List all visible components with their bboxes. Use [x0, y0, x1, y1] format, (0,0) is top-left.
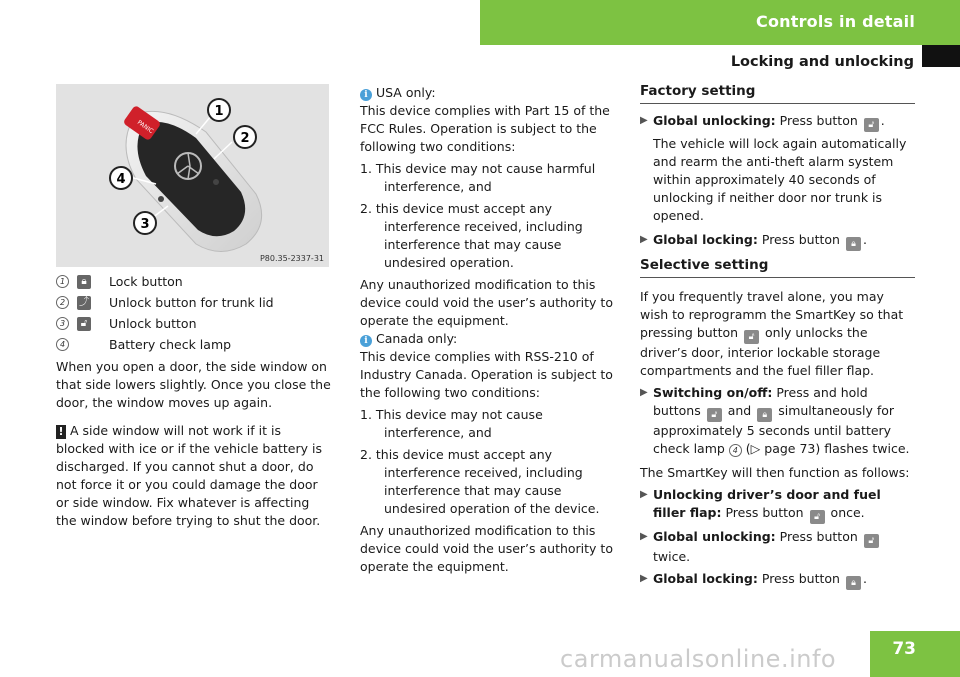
unlock-icon: 🔓︎: [864, 118, 879, 132]
selective-intro-a: If you frequently travel alone, you may wish to reprogramm the SmartKey so that pressing button: [640, 289, 904, 340]
canada-block: [360, 330, 622, 576]
info-icon: i: [360, 89, 372, 101]
switch-step: [640, 384, 915, 458]
info-icon: i: [360, 335, 372, 347]
watermark: carmanualsonline.info: [560, 645, 837, 673]
usa-block: [360, 84, 622, 330]
smartkey-illustration: [56, 84, 329, 267]
unlock-icon: 🔓︎: [744, 330, 759, 344]
subsection-title: Locking and unlocking: [730, 54, 914, 70]
step-label: Switching on/off:: [653, 385, 773, 400]
bullet-triangle-icon: ▶: [640, 234, 648, 245]
factory-heading: Factory setting: [640, 82, 915, 104]
warning-note: [56, 422, 331, 530]
legend-num: 1: [56, 275, 69, 288]
legend-item: [56, 313, 331, 334]
global-unlock-step: ▶ Global unlocking: Press button 🔓︎ . The vehicle will lock again automatically and rearm the anti-theft alarm system within approximately 40 seconds of unlocking if neither door nor trunk is opened.: [640, 112, 915, 225]
step-text: once.: [830, 505, 865, 520]
warning-text: A side window will not work if it is blocked with ice or if the vehicle battery is discharged. If you cannot shut a door, do not force it or you could damage the door or side window. Fix whatever is affecting the window before trying to shut the door.: [56, 423, 322, 528]
global-lock-step-2: ▶ Global locking: Press button 🔒︎ .: [640, 571, 867, 588]
bullet-triangle-icon: ▶: [640, 387, 648, 398]
warning-icon: !: [56, 425, 66, 439]
legend-text: Lock button: [109, 274, 183, 289]
global-unlock-desc: The vehicle will lock again automatically and rearm the anti-theft alarm system within approximately 40 seconds of unlocking if neither door nor trunk is opened.: [653, 136, 907, 223]
step-label: Global unlocking:: [653, 529, 776, 544]
unlock-icon: 🔓︎: [810, 510, 825, 524]
canada-title: Canada only:: [375, 331, 458, 346]
legend: [56, 271, 331, 355]
callout-2-label: 2: [240, 131, 250, 146]
legend-num: 2: [56, 296, 69, 309]
page-ref: (▷ page 73) flashes twice.: [745, 441, 910, 456]
step-text: Press and hold buttons: [653, 385, 868, 418]
callout-3-label: 3: [140, 217, 150, 232]
window-paragraph: When you open a door, the side window on that side lowers slightly. Once you close the door, the window moves up again.: [56, 359, 331, 410]
selective-intro: [640, 288, 915, 380]
step-text: and: [727, 403, 752, 418]
smartkey-photo: [56, 84, 329, 267]
canada-intro: This device complies with RSS-210 of Industry Canada. Operation is subject to the following two conditions:: [360, 349, 613, 400]
step-text: Press button: [779, 529, 858, 544]
unlock-icon: 🔓︎: [864, 534, 879, 548]
global-lock-step: ▶ Global locking: Press button 🔒︎ .: [640, 232, 867, 249]
step-text: Press button: [761, 571, 840, 586]
lock-icon: 🔒︎: [846, 237, 861, 251]
step-text: Press button: [725, 505, 804, 520]
step-text: Press button: [779, 113, 858, 128]
legend-text: Unlock button for trunk lid: [109, 295, 274, 310]
legend-item: [56, 271, 331, 292]
bullet-triangle-icon: ▶: [640, 573, 648, 584]
step-label: Global unlocking:: [653, 113, 776, 128]
canada-note: Any unauthorized modification to this device could void the user’s authority to operate the equipment.: [360, 523, 613, 574]
selective-section: [640, 256, 915, 590]
bullet-triangle-icon: ▶: [640, 489, 648, 500]
step-text: simultaneously for approximately 5 seconds until battery check lamp: [653, 403, 895, 456]
step-label: Global locking:: [653, 571, 758, 586]
page-number: 73: [892, 639, 916, 659]
global-unlock-step-2: [640, 528, 915, 566]
factory-section: [640, 82, 915, 251]
header-tab: [922, 45, 960, 67]
battery-lamp-ref: 4: [729, 444, 742, 457]
step-label: Global locking:: [653, 232, 758, 247]
lock-icon: 🔒︎: [757, 408, 772, 422]
list-item: 2. this device must accept any interference received, including interference that may cause undesired operation.: [360, 201, 583, 270]
legend-item: [56, 334, 331, 355]
lock-icon: 🔒︎: [846, 576, 861, 590]
bullet-triangle-icon: ▶: [640, 115, 648, 126]
section-title: Controls in detail: [756, 12, 915, 31]
selective-intro-b: only unlocks the driver’s door, interior lockable storage compartments and the fuel filler flap.: [640, 325, 881, 378]
callout-1-label: 1: [214, 104, 224, 119]
unlock-icon: 🔓︎: [77, 317, 91, 331]
usa-title: USA only:: [375, 85, 436, 100]
legend-text: Unlock button: [109, 316, 197, 331]
step-label: Unlocking driver’s door and fuel filler flap:: [653, 487, 881, 520]
list-item: 1. This device may not cause harmful interference, and: [360, 161, 596, 194]
step-text: Press button: [761, 232, 840, 247]
bullet-triangle-icon: ▶: [640, 531, 648, 542]
trunk-unlock-icon: ⤴: [79, 296, 89, 308]
legend-num: 3: [56, 317, 69, 330]
panic-label: PANIC: [135, 119, 155, 136]
driver-unlock-step: [640, 486, 915, 524]
lock-icon: 🔒︎: [77, 275, 91, 289]
legend-num: 4: [56, 338, 69, 351]
list-item: 2. this device must accept any interference received, including interference that may cause undesired operation of the device.: [360, 447, 600, 516]
function-intro: The SmartKey will then function as follows:: [640, 465, 910, 480]
callout-4-label: 4: [116, 172, 126, 187]
list-item: 1. This device may not cause interference, and: [360, 407, 543, 440]
selective-heading: Selective setting: [640, 256, 915, 278]
legend-item: [56, 292, 331, 313]
unlock-icon: 🔓︎: [707, 408, 722, 422]
step-text: twice.: [653, 549, 691, 564]
legend-text: Battery check lamp: [109, 337, 232, 352]
figure-caption: P80.35-2337-31: [259, 254, 324, 263]
usa-intro: This device complies with Part 15 of the FCC Rules. Operation is subject to the following two conditions:: [360, 103, 610, 154]
usa-note: Any unauthorized modification to this device could void the user’s authority to operate the equipment.: [360, 277, 613, 328]
